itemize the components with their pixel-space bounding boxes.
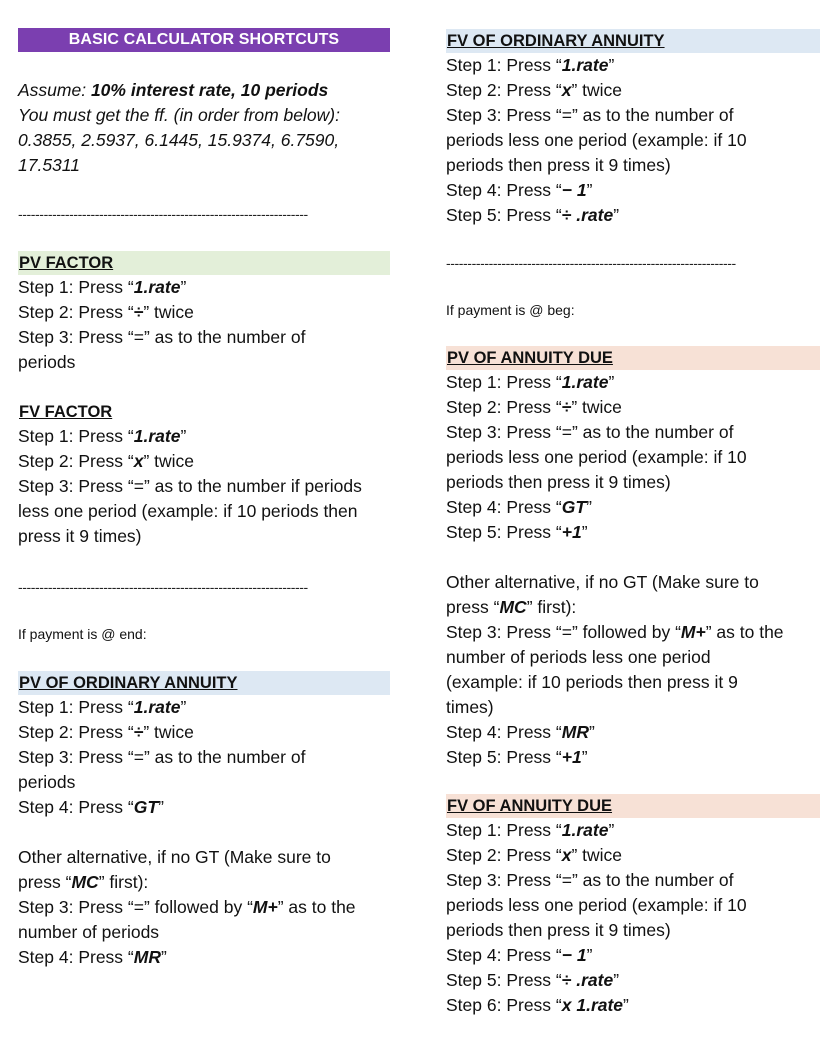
alt-step-4: Step 4: Press “MR” <box>446 722 595 742</box>
alternative-intro-cont: press “MC” first): <box>18 872 149 892</box>
alt-step-3-cont: times) <box>446 697 494 717</box>
alternative-intro: Other alternative, if no GT (Make sure to <box>446 572 759 592</box>
step-5: Step 5: Press “+1” <box>446 522 588 542</box>
payment-end-note: If payment is @ end: <box>18 626 147 642</box>
step-3-cont: less one period (example: if 10 periods then <box>18 501 358 521</box>
pv-annuity-due-title: PV OF ANNUITY DUE <box>446 346 820 370</box>
assumption-line <box>18 78 390 103</box>
must-get-line: You must get the ff. (in order from below): <box>18 105 340 125</box>
step-3-cont: press it 9 times) <box>18 526 142 546</box>
step-4: Step 4: Press “GT” <box>446 497 592 517</box>
alt-step-4: Step 4: Press “MR” <box>18 947 167 967</box>
fv-factor-section <box>18 400 390 549</box>
pv-factor-title: PV FACTOR <box>18 251 390 275</box>
step-1: Step 1: Press “1.rate” <box>446 372 615 392</box>
assume-label: Assume: <box>18 80 91 100</box>
alt-step-3-cont: number of periods less one period <box>446 647 711 667</box>
payment-beg-note: If payment is @ beg: <box>446 302 575 318</box>
pv-factor-section <box>18 251 390 375</box>
step-2: Step 2: Press “÷” twice <box>446 397 622 417</box>
step-2: Step 2: Press “x” twice <box>446 845 623 865</box>
pv-ordinary-annuity-title: PV OF ORDINARY ANNUITY <box>18 671 390 695</box>
step-3: Step 3: Press “=” as to the number of <box>446 870 734 890</box>
expected-values-line-1: 0.3855, 2.5937, 6.1445, 15.9374, 6.7590, <box>18 130 340 150</box>
alt-step-3: Step 3: Press “=” followed by “M+” as to the <box>18 897 356 917</box>
pv-annuity-due-section <box>446 346 820 770</box>
fv-annuity-due-section <box>446 794 820 1018</box>
step-1: Step 1: Press “1.rate” <box>18 277 187 297</box>
step-3-cont: periods less one period (example: if 10 <box>446 447 747 467</box>
step-3-cont: periods then press it 9 times) <box>446 920 671 940</box>
step-4: Step 4: Press “GT” <box>18 797 164 817</box>
step-1: Step 1: Press “1.rate” <box>18 426 187 446</box>
step-2: Step 2: Press “÷” twice <box>18 302 194 322</box>
step-3-cont: periods <box>18 772 76 792</box>
step-4: Step 4: Press “− 1” <box>446 180 593 200</box>
alt-step-3: Step 3: Press “=” followed by “M+” as to the <box>446 622 784 642</box>
alt-step-3-cont: number of periods <box>18 922 160 942</box>
step-1: Step 1: Press “1.rate” <box>18 697 187 717</box>
step-2: Step 2: Press “x” twice <box>446 80 623 100</box>
pv-ordinary-annuity-section <box>18 671 390 970</box>
fv-factor-title: FV FACTOR <box>19 403 113 421</box>
step-3: Step 3: Press “=” as to the number of <box>18 327 306 347</box>
step-1: Step 1: Press “1.rate” <box>446 55 615 75</box>
document-title: BASIC CALCULATOR SHORTCUTS <box>18 28 390 52</box>
step-3: Step 3: Press “=” as to the number of <box>446 422 734 442</box>
step-3-cont: periods less one period (example: if 10 <box>446 130 747 150</box>
step-5: Step 5: Press “÷ .rate” <box>446 205 620 225</box>
alternative-intro: Other alternative, if no GT (Make sure to <box>18 847 331 867</box>
step-5: Step 5: Press “÷ .rate” <box>446 970 620 990</box>
step-3-cont: periods <box>18 352 76 372</box>
fv-ordinary-annuity-section <box>446 29 820 228</box>
step-4: Step 4: Press “− 1” <box>446 945 593 965</box>
expected-values-line-2: 17.5311 <box>18 155 80 175</box>
fv-annuity-due-title: FV OF ANNUITY DUE <box>446 794 820 818</box>
assumption-section <box>18 78 390 178</box>
step-3-cont: periods then press it 9 times) <box>446 472 671 492</box>
divider: -------------------------------------------------------------------- <box>18 579 308 595</box>
alternative-intro-cont: press “MC” first): <box>446 597 577 617</box>
step-3-cont: periods then press it 9 times) <box>446 155 671 175</box>
fv-ordinary-annuity-title: FV OF ORDINARY ANNUITY <box>446 29 820 53</box>
step-3-cont: periods less one period (example: if 10 <box>446 895 747 915</box>
step-1: Step 1: Press “1.rate” <box>446 820 615 840</box>
step-3: Step 3: Press “=” as to the number of <box>446 105 734 125</box>
step-2: Step 2: Press “x” twice <box>18 451 195 471</box>
divider: -------------------------------------------------------------------- <box>18 206 308 222</box>
divider: -------------------------------------------------------------------- <box>446 255 736 271</box>
step-6: Step 6: Press “x 1.rate” <box>446 995 629 1015</box>
step-3: Step 3: Press “=” as to the number of <box>18 747 306 767</box>
step-2: Step 2: Press “÷” twice <box>18 722 194 742</box>
alt-step-5: Step 5: Press “+1” <box>446 747 588 767</box>
alt-step-3-cont: (example: if 10 periods then press it 9 <box>446 672 738 692</box>
assume-value: 10% interest rate, 10 periods <box>90 80 329 100</box>
step-3: Step 3: Press “=” as to the number if periods <box>18 476 362 496</box>
